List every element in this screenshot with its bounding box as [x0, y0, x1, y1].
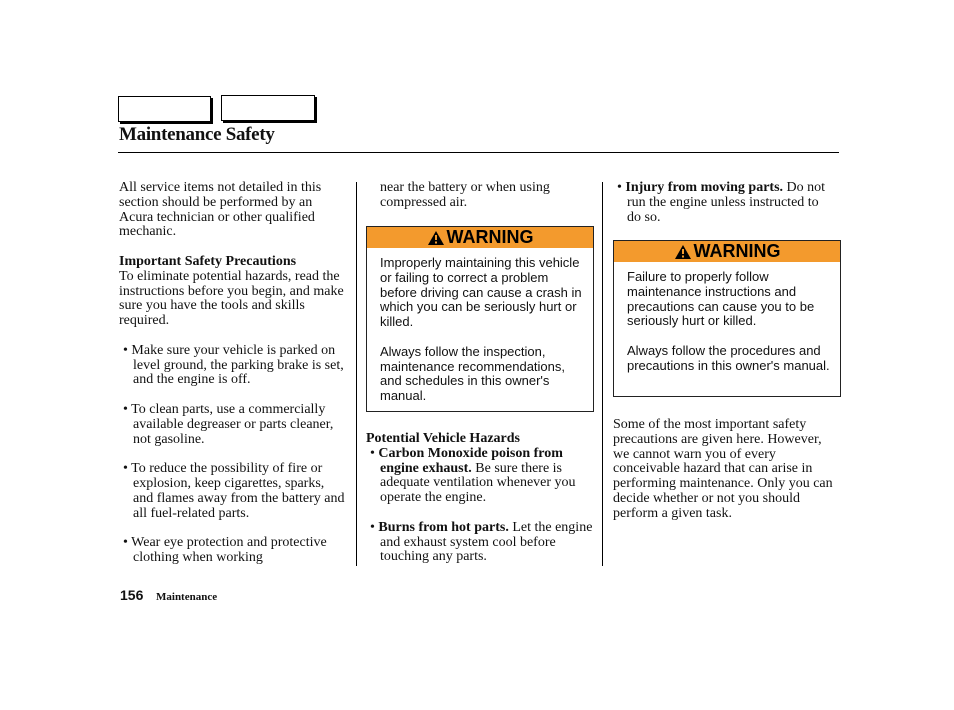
warning-label: WARNING [446, 227, 534, 247]
title-rule [118, 152, 839, 153]
warning-text-1: Improperly maintaining this vehicle or failing to correct a problem before driving can cause a crash in which you can be seriously hurt or killed. [380, 255, 582, 330]
warning-text-2: Always follow the inspection, maintenance recommendations, and schedules in this owner's manual. [380, 343, 565, 404]
warning-header [367, 227, 593, 248]
header-tab-box-2 [221, 95, 315, 121]
warning-triangle-icon [427, 230, 445, 246]
section-name: Maintenance [156, 591, 218, 603]
warning-box-1 [366, 226, 594, 412]
page-title: Maintenance Safety [119, 124, 275, 145]
warning-triangle-icon [674, 244, 692, 260]
safety-precautions-heading: Important Safety Precautions [119, 253, 297, 269]
warning-body [367, 248, 593, 404]
vehicle-hazards-section [366, 432, 594, 565]
warning-body [614, 262, 840, 374]
closing-paragraph [613, 418, 841, 522]
list-item: • Injury from moving parts. Do not run the engine unless instructed to do so. [617, 180, 826, 225]
column-2 [380, 181, 592, 211]
list-item: • Make sure your vehicle is parked on level ground, the parking brake is set, and the engine is off. [123, 342, 344, 388]
list-item: • Wear eye protection and protective clothing when working [123, 535, 327, 565]
warning-text-2: Always follow the procedures and precautions in this owner's manual. [627, 342, 830, 373]
header-tab-box-1 [118, 96, 211, 122]
list-item: • Carbon Monoxide poison from engine exhaust. Be sure there is adequate ventilation whenever you operate the engine. [370, 445, 576, 506]
column-3 [613, 181, 827, 225]
page-number: 156 [120, 587, 144, 603]
column-divider-1 [356, 182, 357, 566]
continued-text: near the battery or when using compressed air. [380, 180, 550, 210]
intro-paragraph: All service items not detailed in this section should be performed by an Acura technician or other qualified mechanic. [119, 180, 322, 240]
column-divider-2 [602, 182, 603, 566]
safety-precautions-text: To eliminate potential hazards, read the instructions before you begin, and make sure you have the tools and skills required. [119, 268, 344, 329]
vehicle-hazards-heading: Potential Vehicle Hazards [366, 431, 520, 446]
column-1 [119, 181, 347, 566]
warning-header [614, 241, 840, 262]
warning-text-1: Failure to properly follow maintenance instructions and precautions can cause you to be seriously hurt or killed. [627, 269, 815, 329]
warning-box-2 [613, 240, 841, 397]
closing-text: Some of the most important safety precautions are given here. However, we cannot warn you of every conceivable hazard that can arise in performing maintenance. Only you can decide whether or not you should perform a given task. [613, 417, 833, 521]
list-item: • Burns from hot parts. Let the engine and exhaust system cool before touching any parts. [370, 519, 593, 565]
warning-label: WARNING [693, 241, 781, 261]
list-item: • To clean parts, use a commercially available degreaser or parts cleaner, not gasoline. [123, 401, 334, 447]
list-item: • To reduce the possibility of fire or explosion, keep cigarettes, sparks, and flames away from the battery and all fuel-related parts. [123, 461, 345, 521]
